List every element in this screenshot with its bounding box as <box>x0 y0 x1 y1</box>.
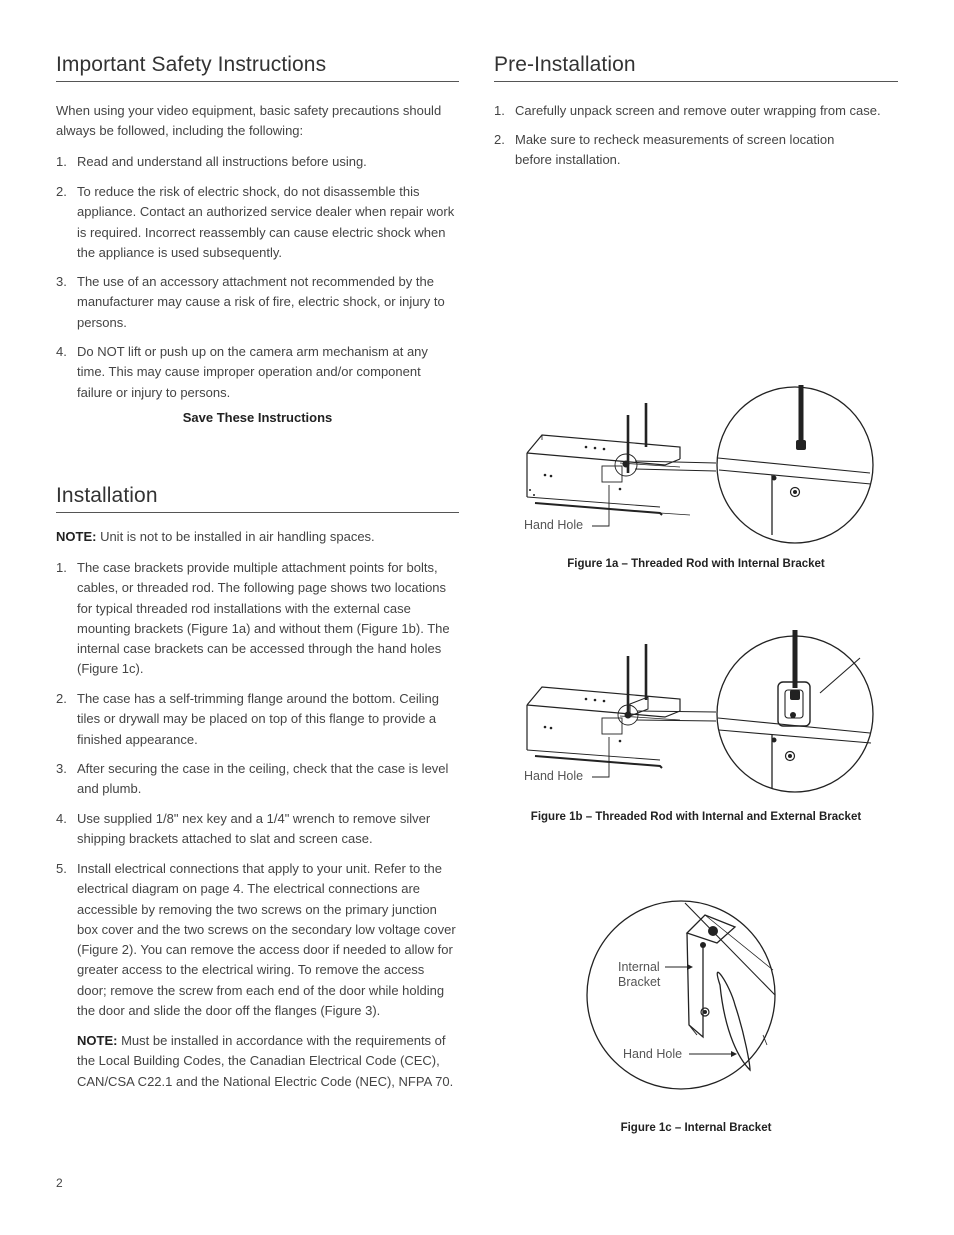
save-instructions: Save These Instructions <box>182 410 333 425</box>
fig1c-hand-hole-label: Hand Hole <box>623 1047 683 1061</box>
note-label: NOTE: <box>77 1033 118 1048</box>
preinstall-title-rule <box>494 81 898 82</box>
list-text: The use of an accessory attachment not recommended by the manufacturer may cause a risk of fire, electric shock, or injury to persons. <box>77 274 445 330</box>
fig1c-internal-label-2: Bracket <box>618 975 661 989</box>
list-number: 3. <box>56 274 67 289</box>
safety-title-rule <box>56 81 459 82</box>
fig1c-internal-label-1: Internal <box>618 960 660 974</box>
list-number: 5. <box>56 861 67 876</box>
fig1a-caption: Figure 1a – Threaded Rod with Internal Bracket <box>567 558 825 570</box>
list-number: 3. <box>56 761 67 776</box>
list-text: Read and understand all instructions before using. <box>77 154 367 169</box>
installation-title: Installation <box>56 484 158 507</box>
list-number: 1. <box>494 103 505 118</box>
list-text: Install electrical connections that apply to your unit. Refer to the electrical diagram on page 4. The electrical connections are accessible by removing the two screws on the primary junction box cover and the two screws on the secondary low voltage cover (Figure 2). You can remove the access door if needed to allow for greater access to the electrical wiring. To remove the access door; remove the screw from each end of the door while holding the door and slide the door off the flanges (Figure 3). <box>77 861 456 1019</box>
installation-title-rule <box>56 512 459 513</box>
fig1b-hand-hole-label: Hand Hole <box>524 769 584 783</box>
list-text: The case brackets provide multiple attachment points for bolts, cables, or threaded rod. The following page shows two locations for typical threaded rod installations with the external case mounting brackets (Figure 1a) and without them (Figure 1b). The internal case brackets can be accessed through the hand holes (Figure 1c). <box>77 560 450 677</box>
list-text: Do NOT lift or push up on the camera arm mechanism at any time. This may cause improper operation and/or component failure or injury to persons. <box>77 344 428 400</box>
final-note <box>77 1031 457 1092</box>
figure-1c-illustration <box>585 885 780 1110</box>
note-text: Unit is not to be installed in air handling spaces. <box>96 529 375 544</box>
list-number: 4. <box>56 811 67 826</box>
safety-title: Important Safety Instructions <box>56 53 327 76</box>
note-text: Must be installed in accordance with the requirements of the Local Building Codes, the Canadian Electrical Code (CEC), CAN/CSA C22.1 and the National Electric Code (NEC), NFPA 70. <box>77 1033 454 1089</box>
list-number: 1. <box>56 154 67 169</box>
list-number: 2. <box>494 132 505 147</box>
list-text: The case has a self-trimming flange around the bottom. Ceiling tiles or drywall may be placed on top of this flange to provide a finished appearance. <box>77 691 440 747</box>
install-note <box>56 527 456 547</box>
list-number: 4. <box>56 344 67 359</box>
note-label: NOTE: <box>56 529 97 544</box>
list-text: Carefully unpack screen and remove outer wrapping from case. <box>515 103 881 118</box>
list-text: Use supplied 1/8" nex key and a 1/4" wrench to remove silver shipping brackets attached to slat and screen case. <box>77 811 431 847</box>
page-number: 2 <box>56 1176 63 1190</box>
list-number: 2. <box>56 691 67 706</box>
list-text: Make sure to recheck measurements of screen location before installation. <box>515 132 835 168</box>
list-number: 1. <box>56 560 67 575</box>
safety-intro: When using your video equipment, basic safety precautions should always be followed, including the following: <box>56 103 442 139</box>
list-text: To reduce the risk of electric shock, do not disassemble this appliance. Contact an authorized service dealer when repair work is required. Incorrect reassembly can cause electric shock when the appliance is used subsequently. <box>77 184 455 260</box>
list-number: 2. <box>56 184 67 199</box>
list-text: After securing the case in the ceiling, check that the case is level and plumb. <box>77 761 449 797</box>
fig1c-caption: Figure 1c – Internal Bracket <box>620 1122 772 1134</box>
fig1a-hand-hole-label: Hand Hole <box>524 518 584 532</box>
preinstall-title: Pre-Installation <box>494 53 636 76</box>
fig1b-caption: Figure 1b – Threaded Rod with Internal and External Bracket <box>530 811 862 823</box>
